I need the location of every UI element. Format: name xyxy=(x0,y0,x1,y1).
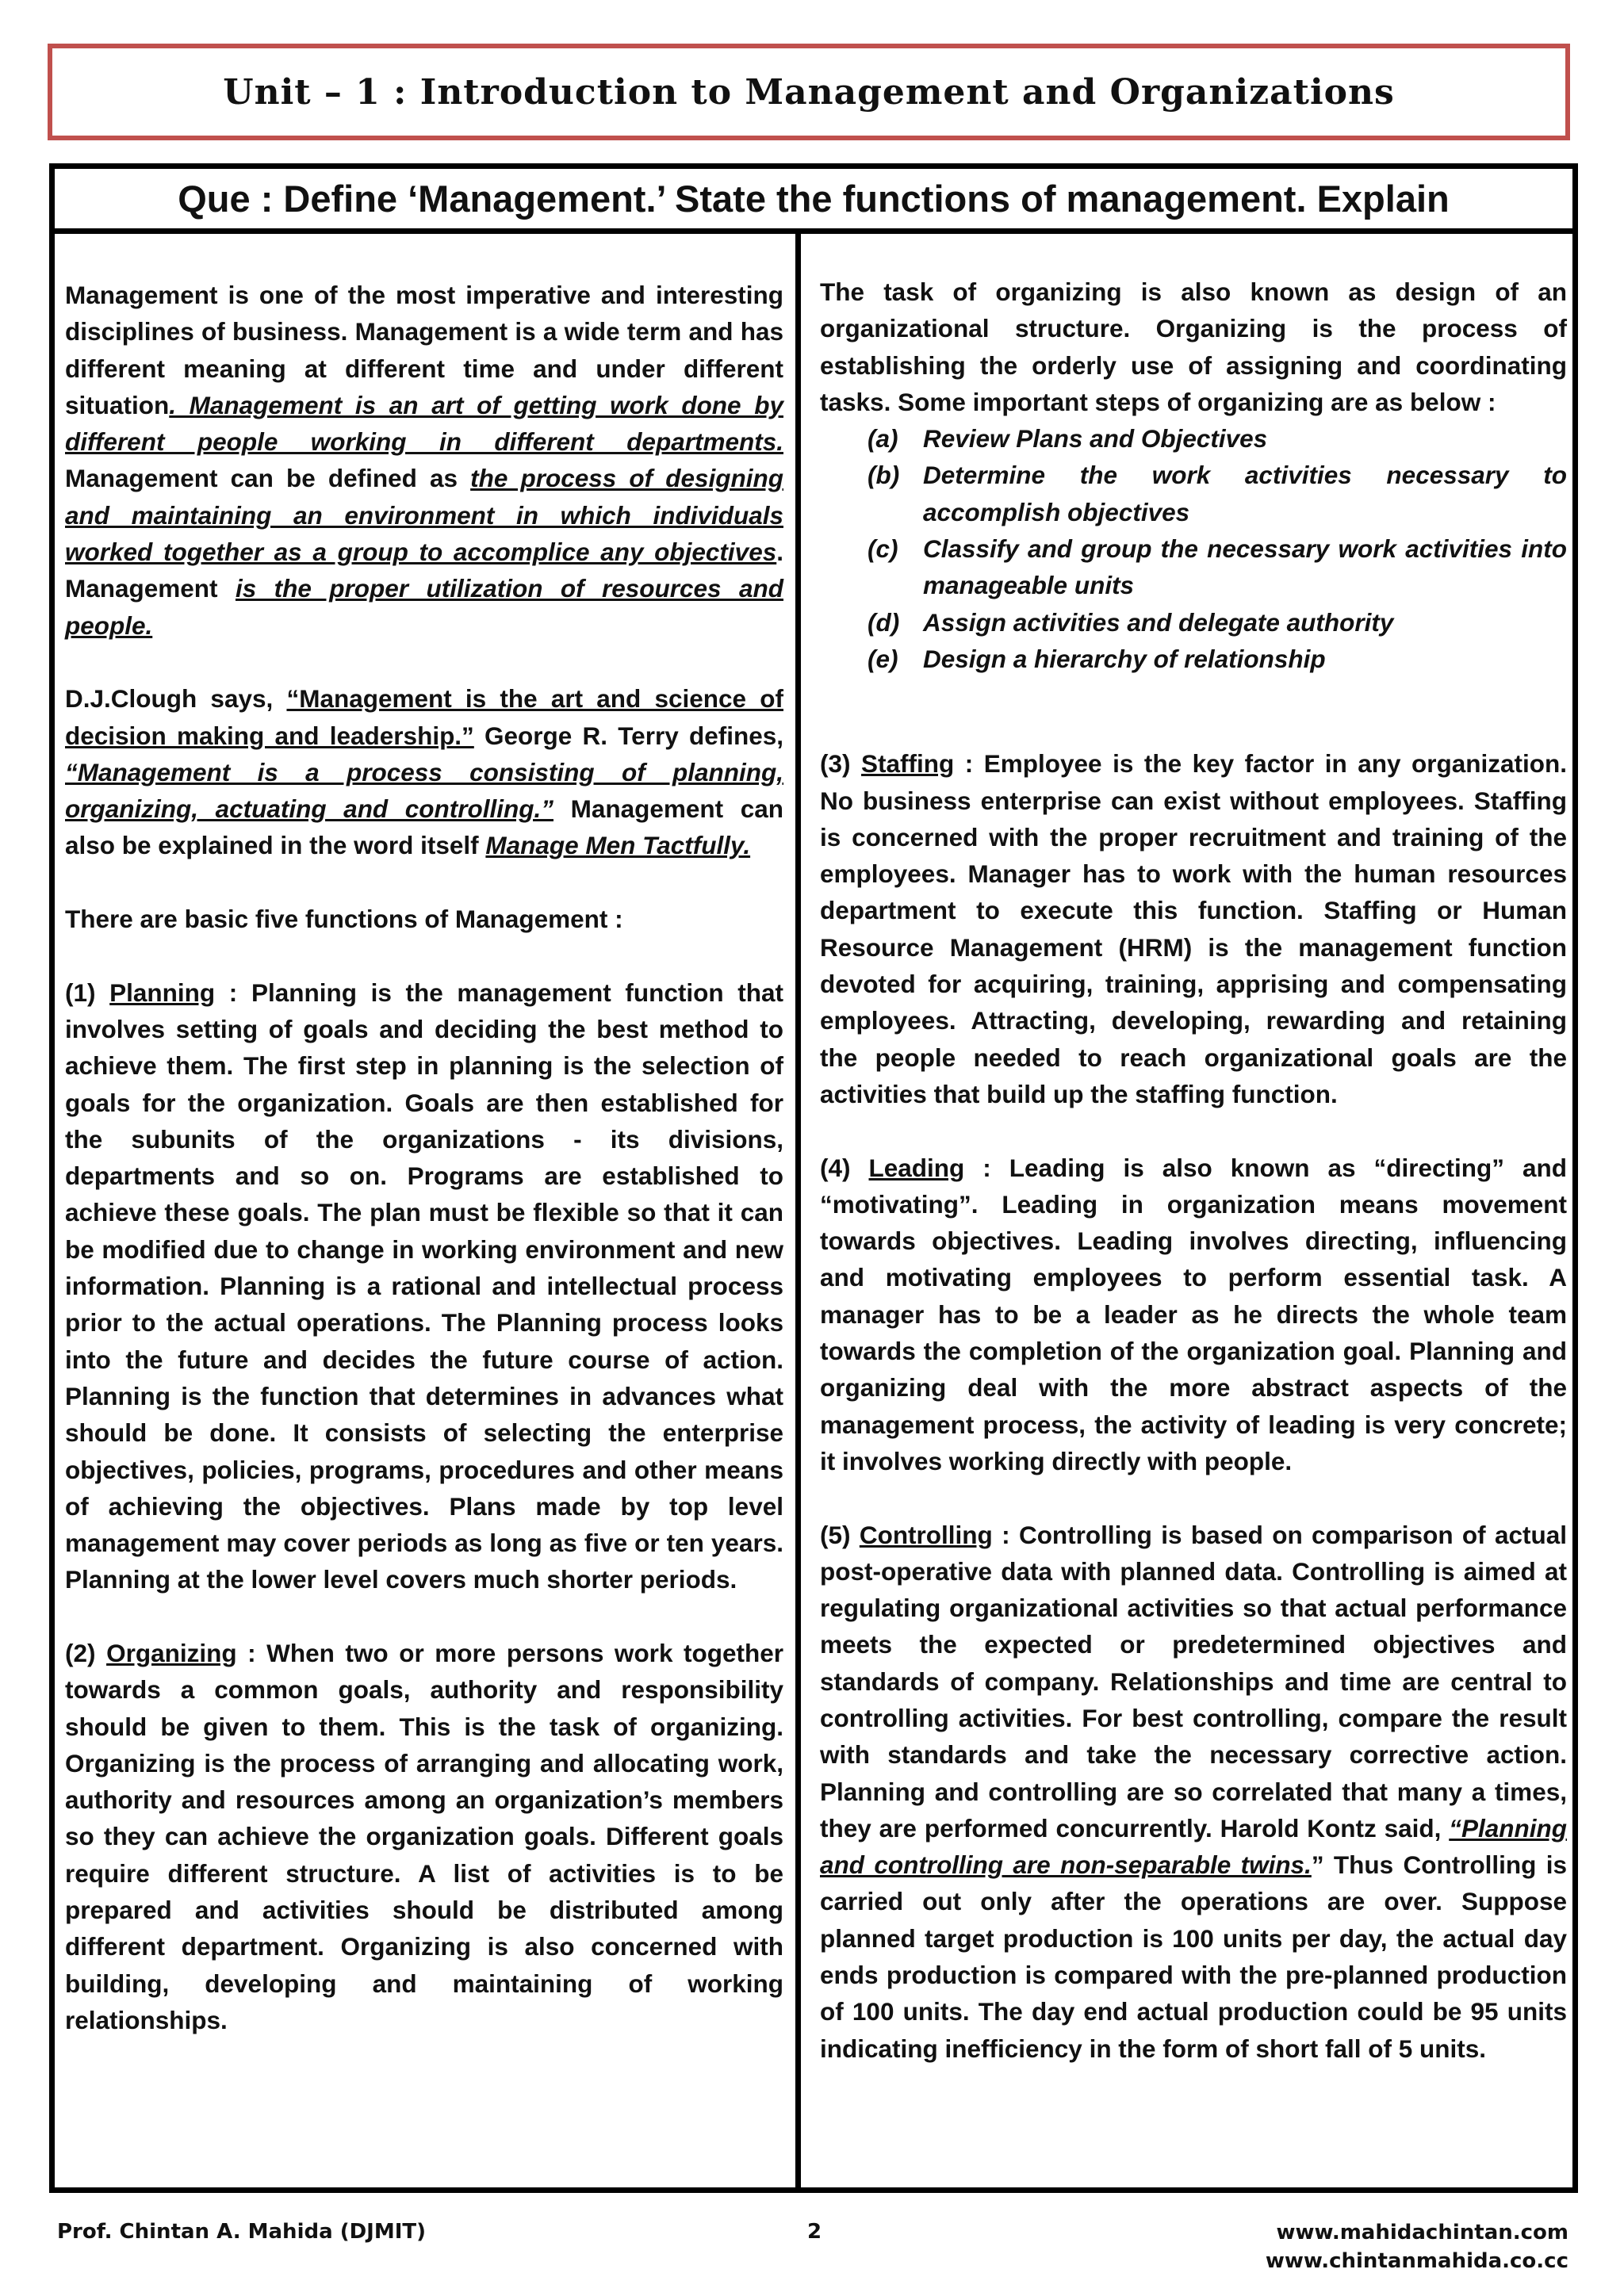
content-frame xyxy=(49,163,1578,2193)
definitions-paragraph: D.J.Clough says, “Management is the art and science of decision making and leadership.” George R. Terry defines, “Management is a process consisting of planning, organizing, actuating and controlling.” Management can also be explained in the word itself Manage Men Tactfully. xyxy=(65,684,783,860)
footer-websites xyxy=(1266,2218,1568,2275)
website-link-2[interactable]: www.chintanmahida.co.cc xyxy=(1265,2249,1568,2273)
planning-heading: Planning xyxy=(109,978,216,1007)
staffing-paragraph: (3) Staffing : Employee is the key factor in any organization. No business enterprise can exist without employees. Staffing is concerned with the proper recruitment and training of the employees. Manager has to work with the human resources department to execute this function. Staffing or Human Resource Management (HRM) is the management function devoted for acquiring, training, apprising and compensating employees. Attracting, developing, rewarding and retaining the people needed to reach organizational goals are the activities that build up the staffing function. xyxy=(820,749,1567,1108)
list-item: (d) Assign activities and delegate authority xyxy=(868,607,1394,637)
unit-title-box xyxy=(48,44,1570,140)
left-column xyxy=(65,277,783,2038)
organizing-heading: Organizing xyxy=(106,1638,237,1667)
list-item: (c) Classify and group the necessary work activities into manageable units xyxy=(868,534,1567,600)
intro-paragraph: Management is one of the most imperative and interesting disciplines of business. Management is a wide term and has different meaning at different time and under different situation. Management is an art of getting work done by different people working in different departments. Management can be defined as the process of designing and maintaining an environment in which individuals worked together as a group to accomplice any objectives. Management is the proper utilization of resources and people. xyxy=(65,281,783,640)
list-item: (a) Review Plans and Objectives xyxy=(868,424,1268,453)
footer-author: Prof. Chintan A. Mahida (DJMIT) xyxy=(57,2220,426,2244)
organizing-continued: The task of organizing is also known as design of an organizational structure. Organizing is the process of establishing the orderly use of assigning and coordinating tasks. Some important steps of organizing are as below : xyxy=(820,277,1567,416)
list-item: (e) Design a hierarchy of relationship xyxy=(868,644,1326,673)
kontz-quote: “Planning and controlling are non-separable twins. xyxy=(820,1813,1567,1880)
unit-title: Unit – 1 : Introduction to Management and Organizations xyxy=(223,71,1395,113)
controlling-paragraph: (5) Controlling : Controlling is based on comparison of actual post-operative data with planned data. Controlling is aimed at regulating organizational activities so that actual performance meets the expected or predetermined objectives and standards of company. Relationships and time are central to controlling activities. For best controlling, compare the result with standards and take the necessary corrective action. Planning and controlling are so correlated that many a times, they are performed concurrently. Harold Kontz said, “Planning and controlling are non-separable twins.” Thus Controlling is carried out only after the operations are over. Suppose planned target production is 100 units per day, the actual day ends production is compared with the pre-planned production of 100 units. The day end actual production could be 95 units indicating inefficiency in the form of short fall of 5 units. xyxy=(820,1520,1568,2063)
leading-paragraph: (4) Leading : Leading is also known as “directing” and “motivating”. Leading in organization means movement towards objectives. Leading involves directing, influencing and motivating employees to perform essential task. A manager has to be a leader as he directs the whole team towards the completion of the organization goal. Planning and organizing deal with the more abstract aspects of the management process, the activity of leading is very concrete; it involves working directly with people. xyxy=(820,1153,1568,1475)
organizing-steps-list xyxy=(820,420,1567,677)
controlling-heading: Controlling xyxy=(859,1520,993,1549)
planning-paragraph: (1) Planning : Planning is the management function that involves setting of goals and deciding the best method to achieve them. The first step in planning is the selection of goals for the organization. Goals are then established for the subunits of the organizations - its divisions, departments and so on. Programs are established to achieve these goals. The plan must be flexible so that it can be modified due to change in working environment and new information. Planning is a rational and intellectual process prior to the actual operations. The Planning process looks into the future and decides the future course of action. Planning is the function that determines in advances what should be done. It consists of selecting the enterprise objectives, policies, programs, procedures and other means of achieving the objectives. Plans made by top level management may cover periods as long as five or ten years. Planning at the lower level covers much shorter periods. xyxy=(65,978,783,1594)
column-divider xyxy=(795,234,801,2187)
five-functions-line: There are basic five functions of Management : xyxy=(65,905,623,934)
organizing-paragraph: (2) Organizing : When two or more persons work together towards a common goals, authority and responsibility should be given to them. This is the task of organizing. Organizing is the process of arranging and allocating work, authority and resources among an organization’s members so they can achieve the organization goals. Different goals require different structure. A list of activities is to be prepared and activities should be distributed among different department. Organizing is also concerned with building, developing and maintaining of working relationships. xyxy=(65,1638,784,2034)
right-column xyxy=(820,274,1567,2067)
question-heading: Que : Define ‘Management.’ State the functions of management. Explain xyxy=(55,169,1572,234)
website-link-1[interactable]: www.mahidachintan.com xyxy=(1276,2221,1568,2244)
staffing-heading: Staffing xyxy=(861,749,955,779)
list-item: (b) Determine the work activities necessary to accomplish objectives xyxy=(868,461,1567,526)
page-number: 2 xyxy=(807,2220,822,2244)
leading-heading: Leading xyxy=(868,1153,965,1182)
